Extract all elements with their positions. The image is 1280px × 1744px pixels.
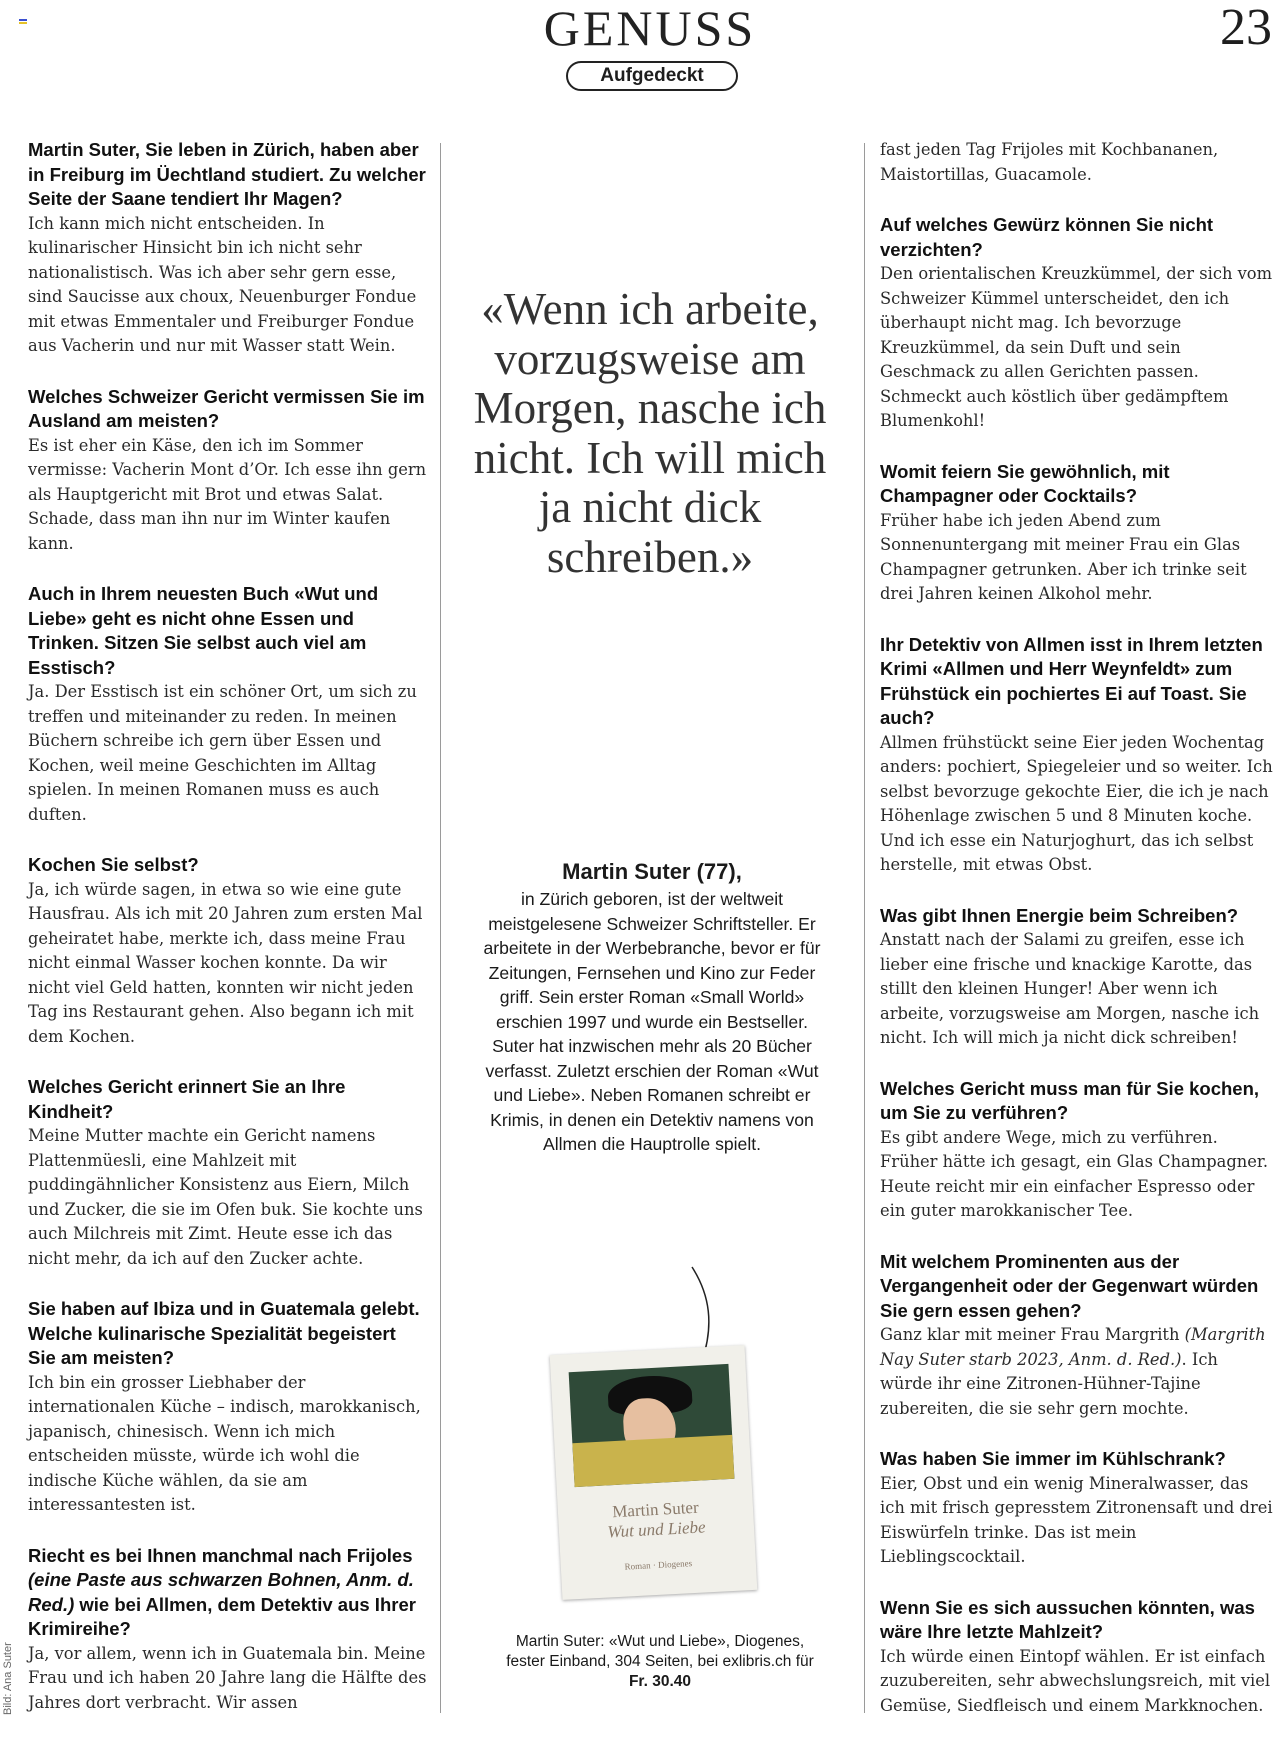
question: Was gibt Ihnen Energie beim Schreiben? [880, 904, 1239, 926]
qa-block [880, 213, 1275, 434]
answer: Ja, vor allem, wenn ich in Guatemala bin. Meine Frau und ich haben 20 Jahre lang die Hälfte des Jahres dort verbracht. Wir assen [28, 1643, 427, 1712]
question: Ihr Detektiv von Allmen isst in Ihrem letzten Krimi «Allmen und Herr Weynfeldt» zum Frühstück ein pochiertes Ei auf Toast. Sie auch? [880, 633, 1263, 728]
editor-note: (eine Paste aus schwarzen Bohnen, Anm. d. Red.) [28, 1569, 414, 1615]
corner-flag-icon [19, 19, 27, 25]
column-divider-right [864, 143, 865, 1713]
section-title: GENUSS [543, 0, 757, 56]
question-text: Riecht es bei Ihnen manchmal nach Frijoles [28, 1544, 413, 1566]
qa-block [28, 1075, 428, 1271]
answer: Es gibt andere Wege, mich zu verführen. Früher hätte ich gesagt, ein Glas Champagner. Heute reicht mir ein einfacher Espresso oder ein guter marokkanischer Tee. [880, 1127, 1269, 1220]
bio-name: Martin Suter (77), [562, 859, 742, 884]
answer: Ich kann mich nicht entscheiden. In kulinarischer Hinsicht bin ich nicht sehr nationalistisch. Was ich aber sehr gern esse, sind Saucisse aux choux, Neuenburger Fondue mit etwas Emmentaler und Freiburger Fondue aus Vacherin und nur mit Wasser statt Wein. [28, 213, 417, 355]
bio-text: in Zürich geboren, ist der weltweit meistgelesene Schweizer Schriftsteller. Er arbeitete in der Werbebranche, bevor er für Zeitungen, Fernsehen und Kino zur Feder griff. Sein erster Roman «Small World» erschien 1997 und wurde ein Bestseller. Suter hat inzwischen mehr als 20 Bücher verfasst. Zuletzt erschien der Roman «Wut und Liebe». Neben Romanen schreibt er Krimis, in denen ein Detektiv namens von Allmen die Hauptrolle spielt. [483, 889, 821, 1154]
book-cover-image [550, 1345, 758, 1600]
answer: Ich bin ein grosser Liebhaber der internationalen Küche – indisch, marokkanisch, japanisch, chinesisch. Wenn ich mich entscheiden müsste, würde ich wohl die indische Küche wählen, da sie am interessantesten ist. [28, 1372, 421, 1514]
interview-column-right [880, 138, 1275, 1744]
qa-block [880, 904, 1275, 1051]
qa-block [28, 853, 428, 1049]
answer: Ich würde einen Eintopf wählen. Er ist einfach zuzubereiten, sehr abwechslungsreich, mit viel Gemüse, Siedfleisch und einem Markknochen. [880, 1646, 1271, 1715]
answer: Eier, Obst und ein wenig Mineralwasser, das ich mit frisch gepresstem Zitronensaft und drei Eiswürfeln trinke. Das ist mein Lieblingscocktail. [880, 1473, 1273, 1566]
answer-text: Ganz klar mit meiner Frau Margrith [880, 1325, 1185, 1344]
answer: Den orientalischen Kreuzkümmel, der sich vom Schweizer Kümmel unterscheidet, den ich überhaupt nicht mag. Ich bevorzuge Kreuzkümmel, da sein Duft und sein Geschmack zu allen Gerichten passen. Schmeckt auch köstlich über gedämpftem Blumenkohl! [880, 264, 1273, 430]
question: Was haben Sie immer im Kühlschrank? [880, 1448, 1226, 1469]
answer: Früher habe ich jeden Abend zum Sonnenuntergang mit meiner Frau ein Glas Champagner getrunken. Aber ich trinke seit drei Jahren keinen Alkohol mehr. [880, 510, 1247, 603]
qa-block [880, 1250, 1275, 1422]
question: Sie haben auf Ibiza und in Guatemala gelebt. Welche kulinarische Spezialität begeistert Sie am meisten? [28, 1298, 420, 1368]
cover-author: Martin Suter [611, 1497, 700, 1522]
cover-illustration [569, 1364, 735, 1487]
editor-note: (Margrith Nay Suter starb 2023, Anm. d. Red.) [880, 1325, 1266, 1369]
caption-text: Martin Suter: «Wut und Liebe», Diogenes, fester Einband, 304 Seiten, bei exlibris.ch für [506, 1633, 814, 1670]
question: Kochen Sie selbst? [28, 854, 199, 875]
question: Welches Gericht muss man für Sie kochen, um Sie zu verführen? [880, 1077, 1260, 1123]
qa-block [880, 460, 1275, 607]
cover-publisher: Roman · Diogenes [624, 1558, 693, 1572]
qa-block [28, 1297, 428, 1518]
qa-block [880, 1596, 1275, 1719]
question: Welches Schweizer Gericht vermissen Sie im Ausland am meisten? [28, 385, 425, 431]
rubric-label: Aufgedeckt [566, 61, 738, 91]
qa-block [28, 1544, 428, 1716]
qa-block [28, 385, 428, 557]
question: Womit feiern Sie gewöhnlich, mit Champagner oder Cocktails? [880, 460, 1170, 506]
answer-text: . Ich würde ihr eine Zitronen-Hühner-Tajine zubereiten, die sie sehr gern mochte. [880, 1349, 1218, 1418]
question: Martin Suter, Sie leben in Zürich, haben aber in Freiburg im Üechtland studiert. Zu welcher Seite der Saane tendiert Ihr Magen? [28, 139, 426, 209]
question [28, 1544, 428, 1642]
qa-block [28, 582, 428, 827]
answer: Ja, ich würde sagen, in etwa so wie eine gute Hausfrau. Als ich mit 20 Jahren zum ersten Mal geheiratet habe, merkte ich, dass meine Frau nicht einmal Wasser kochen konnte. Da wir nicht viel Geld hatten, konnten wir nicht jeden Tag ins Restaurant gehen. Also begann ich mit dem Kochen. [28, 879, 423, 1046]
answer [880, 1323, 1275, 1421]
photo-credit: Bild: Ana Suter [2, 1642, 14, 1715]
answer: Es ist eher ein Käse, den ich im Sommer vermisse: Vacherin Mont d’Or. Ich esse ihn gern als Hauptgericht mit Brot und etwas Salat. Schade, dass man ihn nur im Winter kaufen kann. [28, 435, 427, 553]
column-divider-left [440, 143, 441, 1713]
qa-block [880, 1077, 1275, 1224]
pull-quote: «Wenn ich arbeite, vorzugsweise am Morgen, nasche ich nicht. Ich will mich ja nicht dick schreiben.» [473, 284, 827, 582]
question: Auch in Ihrem neuesten Buch «Wut und Liebe» geht es nicht ohne Essen und Trinken. Sitzen Sie selbst auch viel am Esstisch? [28, 583, 379, 678]
author-bio [482, 857, 822, 1157]
answer: Allmen frühstückt seine Eier jeden Wochentag anders: pochiert, Spiegeleier und so weiter. Ich selbst bevorzuge gekochte Eier, die ich je nach Höhenlage zwischen 5 und 8 Minuten koche. Und ich esse ein Naturjoghurt, das ich selbst herstelle, mit etwas Obst. [880, 732, 1273, 874]
page-number: 23 [1220, 0, 1272, 56]
question: Auf welches Gewürz können Sie nicht verzichten? [880, 214, 1214, 260]
qa-block [28, 138, 428, 359]
caption-price: Fr. 30.40 [628, 1673, 692, 1690]
question: Wenn Sie es sich aussuchen könnten, was wäre Ihre letzte Mahlzeit? [880, 1596, 1255, 1642]
answer: fast jeden Tag Frijoles mit Kochbananen, Maistortillas, Guacamole. [880, 140, 1219, 184]
qa-block [880, 633, 1275, 878]
question: Mit welchem Prominenten aus der Vergangenheit oder der Gegenwart würden Sie gern essen gehen? [880, 1250, 1259, 1321]
answer: Anstatt nach der Salami zu greifen, esse ich lieber eine frische und knackige Karotte, das stillt den kleinen Hunger! Aber wenn ich arbeite, vorzugsweise am Morgen, nasche ich nicht. Ich will mich ja nicht dick schreiben! [880, 930, 1260, 1047]
question-text: wie bei Allmen, dem Detektiv aus Ihrer Krimireihe? [28, 1593, 416, 1639]
answer: Meine Mutter machte ein Gericht namens Plattenmüesli, eine Mahlzeit mit puddingähnlicher Konsistenz aus Eiern, Milch und Zucker, die sie im Ofen buk. Sie kochte uns auch Milchreis mit Zimt. Heute esse ich das nicht mehr, da ich auf den Zucker achte. [28, 1126, 423, 1268]
cover-title: Wut und Liebe [606, 1517, 707, 1542]
answer: Ja. Der Esstisch ist ein schöner Ort, um sich zu treffen und miteinander zu reden. In meinen Büchern schreibe ich gern über Essen und Kochen, weil meine Geschichten im Alltag spielen. In meinen Romanen muss es auch duften. [28, 682, 417, 824]
interview-column-left [28, 138, 428, 1741]
qa-block [880, 1447, 1275, 1570]
qa-block [880, 138, 1275, 187]
question: Welches Gericht erinnert Sie an Ihre Kindheit? [28, 1076, 346, 1122]
book-caption [500, 1632, 820, 1692]
